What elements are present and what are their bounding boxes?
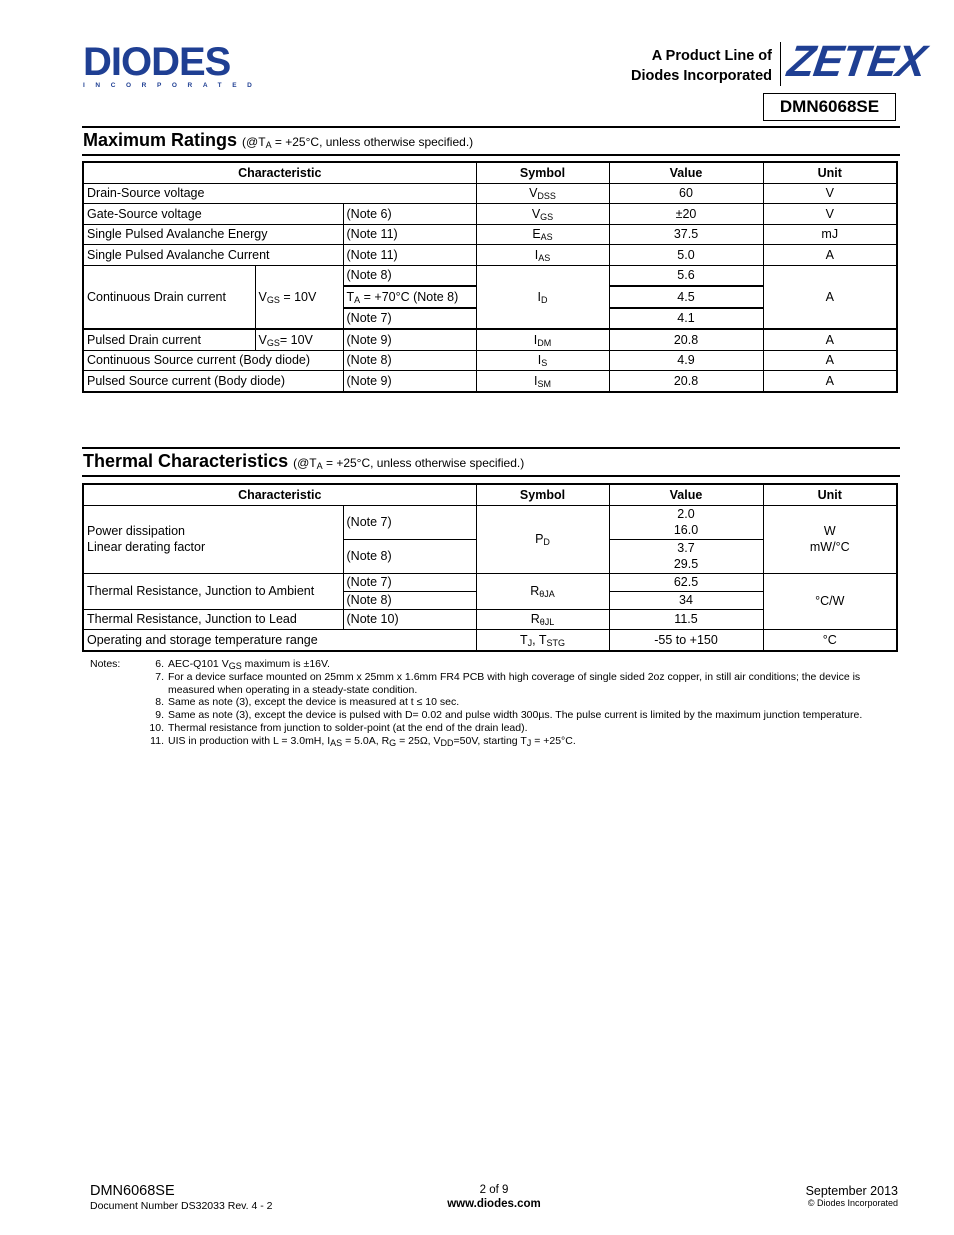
cell-unit: A xyxy=(763,371,897,392)
cell-characteristic: Operating and storage temperature range xyxy=(83,630,476,651)
cell-value: 4.5 xyxy=(609,286,763,308)
cell-characteristic: Pulsed Drain current xyxy=(83,329,255,350)
footer-url-link[interactable]: www.diodes.com xyxy=(447,1198,541,1210)
thermal-title xyxy=(83,451,524,472)
cell-symbol: $R_{\theta JL}$ xyxy=(476,609,609,630)
cell-characteristic: Gate-Source voltage xyxy=(83,204,343,225)
cell-note: (Note 11) xyxy=(343,224,476,245)
table-row xyxy=(83,573,897,591)
note-7: 7. For a device surface mounted on 25mm x 25mm x 1.6mm FR4 PCB with high coverage of single sided 2oz copper, in still air conditions; the device is measured when operating in a steady-state condition. xyxy=(155,670,861,696)
cell-unit: V xyxy=(763,204,897,225)
cell-note: (Note 7) xyxy=(343,573,476,591)
max-ratings-title-text: Maximum Ratings xyxy=(83,130,238,150)
header-characteristic: Characteristic xyxy=(83,162,476,183)
cell-symbol: $E_{AS}$ xyxy=(476,224,609,245)
header-value: Value xyxy=(609,484,763,505)
cell-condition: $V_{GS}= 10V$ xyxy=(255,329,343,350)
table-row xyxy=(83,245,897,266)
table-header-row xyxy=(83,162,897,183)
header-symbol: Symbol xyxy=(476,162,609,183)
note-10: 10. Thermal resistance from junction to solder-point (at the end of the drain lead). xyxy=(149,721,528,734)
cell-note: (Note 8) xyxy=(343,350,476,371)
product-line-2: Diodes Incorporated xyxy=(631,68,772,84)
cell-condition: $V_{GS} = 10V$ xyxy=(255,265,343,329)
cell-note: (Note 7) xyxy=(343,308,476,330)
table-row xyxy=(83,329,897,350)
footer-right xyxy=(806,1184,898,1208)
footer-page: 2 of 9 xyxy=(479,1184,509,1196)
max-ratings-rule xyxy=(82,154,900,156)
max-ratings-condition: ($@T_A = +25^\circ C$, unless otherwise specified.) xyxy=(242,135,474,150)
product-line xyxy=(631,46,772,86)
cell-note: (Note 7) xyxy=(343,505,476,539)
cell-characteristic: Continuous Drain current xyxy=(83,265,255,329)
cell-symbol: $P_D$ xyxy=(476,505,609,573)
max-ratings-title xyxy=(83,130,473,151)
cell-value: 3.7 29.5 xyxy=(609,539,763,573)
header-unit: Unit xyxy=(763,484,897,505)
cell-characteristic: Power dissipation Linear derating factor xyxy=(83,505,343,573)
cell-note: (Note 6) xyxy=(343,204,476,225)
cell-unit: W mW/°C xyxy=(763,505,897,573)
cell-characteristic: Single Pulsed Avalanche Current xyxy=(83,245,343,266)
note-9: 9. Same as note (3), except the device is pulsed with D= 0.02 and pulse width 300µs. The pulse current is limited by the maximum junction temperature. xyxy=(155,709,863,722)
table-row xyxy=(83,183,897,204)
cell-unit: A xyxy=(763,265,897,329)
part-number-box: DMN6068SE xyxy=(763,93,896,121)
cell-characteristic: Thermal Resistance, Junction to Ambient xyxy=(83,573,343,609)
cell-value: 5.0 xyxy=(609,245,763,266)
cell-unit: °C xyxy=(763,630,897,651)
cell-characteristic: Thermal Resistance, Junction to Lead xyxy=(83,609,343,630)
thermal-title-text: Thermal Characteristics xyxy=(83,451,289,471)
table-row xyxy=(83,505,897,539)
table-row xyxy=(83,204,897,225)
zetex-logo: ZETEX xyxy=(784,37,929,86)
brand-separator xyxy=(780,42,781,86)
note-11: 11. UIS in production with L = 3.0mH, $I_{AS} = 5.0A$, $R_G = 25\Omega$, $V_{DD}=50V$, starting $T_J = +25^\circ C$. xyxy=(150,734,576,748)
thermal-condition: ($@T_A = +25^\circ C$, unless otherwise specified.) xyxy=(293,456,525,471)
cell-symbol: $V_{DSS}$ xyxy=(476,183,609,204)
cell-symbol: $I_S$ xyxy=(476,350,609,371)
cell-value: 20.8 xyxy=(609,329,763,350)
cell-characteristic: Continuous Source current (Body diode) xyxy=(83,350,343,371)
table-row xyxy=(83,265,897,286)
cell-value: -55 to +150 xyxy=(609,630,763,651)
thermal-top-rule xyxy=(82,447,900,449)
cell-unit: A xyxy=(763,350,897,371)
cell-symbol: $I_{AS}$ xyxy=(476,245,609,266)
diodes-logo-text: DIODES xyxy=(83,40,231,84)
cell-characteristic: Single Pulsed Avalanche Energy xyxy=(83,224,343,245)
cell-symbol: $T_J$, $T_{STG}$ xyxy=(476,630,609,651)
cell-unit: °C/W xyxy=(763,573,897,630)
cell-symbol: $I_{DM}$ xyxy=(476,329,609,350)
cell-note: (Note 9) xyxy=(343,371,476,392)
cell-unit: V xyxy=(763,183,897,204)
cell-unit: mJ xyxy=(763,224,897,245)
cell-note: $T_A = +70^\circ C$ (Note 8) xyxy=(343,286,476,308)
table-row xyxy=(83,224,897,245)
cell-value: 37.5 xyxy=(609,224,763,245)
cell-characteristic: Pulsed Source current (Body diode) xyxy=(83,371,343,392)
footer-left xyxy=(90,1183,272,1212)
cell-value: 11.5 xyxy=(609,609,763,630)
footer-copyright: © Diodes Incorporated xyxy=(807,1198,898,1208)
cell-value: 20.8 xyxy=(609,371,763,392)
footer-center xyxy=(394,1183,594,1211)
cell-note: (Note 8) xyxy=(343,539,476,573)
header-unit: Unit xyxy=(763,162,897,183)
cell-symbol: $I_{SM}$ xyxy=(476,371,609,392)
cell-symbol: $I_D$ xyxy=(476,265,609,329)
footer-part-number: DMN6068SE xyxy=(90,1183,175,1199)
table-row xyxy=(83,350,897,371)
cell-symbol: $V_{GS}$ xyxy=(476,204,609,225)
cell-value: 5.6 xyxy=(609,265,763,286)
cell-value: 62.5 xyxy=(609,573,763,591)
notes-label: Notes: xyxy=(90,658,121,670)
notes-list xyxy=(146,658,896,748)
header-characteristic: Characteristic xyxy=(83,484,476,505)
cell-unit: A xyxy=(763,329,897,350)
header-value: Value xyxy=(609,162,763,183)
cell-value: ±20 xyxy=(609,204,763,225)
cell-characteristic: Drain-Source voltage xyxy=(83,183,476,204)
cell-value: 4.9 xyxy=(609,350,763,371)
header-divider xyxy=(82,126,900,128)
cell-value: 60 xyxy=(609,183,763,204)
diodes-logo xyxy=(83,40,263,89)
diodes-logo-subtext: INCORPORATED xyxy=(83,82,263,89)
cell-value: 2.0 16.0 xyxy=(609,505,763,539)
cell-note: (Note 11) xyxy=(343,245,476,266)
thermal-rule xyxy=(82,475,900,477)
table-row xyxy=(83,371,897,392)
cell-note: (Note 10) xyxy=(343,609,476,630)
cell-note: (Note 8) xyxy=(343,265,476,286)
cell-symbol: $R_{\theta JA}$ xyxy=(476,573,609,609)
cell-note: (Note 9) xyxy=(343,329,476,350)
cell-value: 34 xyxy=(609,591,763,609)
footer-document-number: Document Number DS32033 Rev. 4 - 2 xyxy=(90,1200,273,1212)
cell-note: (Note 8) xyxy=(343,591,476,609)
note-6: 6. AEC-Q101 $V_{GS}$ maximum is ±16V. xyxy=(155,658,330,671)
cell-value: 4.1 xyxy=(609,308,763,330)
note-8: 8. Same as note (3), except the device is measured at t ≤ 10 sec. xyxy=(155,696,460,709)
thermal-table xyxy=(82,483,898,652)
cell-unit: A xyxy=(763,245,897,266)
table-row xyxy=(83,630,897,651)
table-header-row xyxy=(83,484,897,505)
product-line-1: A Product Line of xyxy=(651,48,772,64)
footer-date: September 2013 xyxy=(805,1184,898,1198)
max-ratings-table xyxy=(82,161,898,393)
header-symbol: Symbol xyxy=(476,484,609,505)
